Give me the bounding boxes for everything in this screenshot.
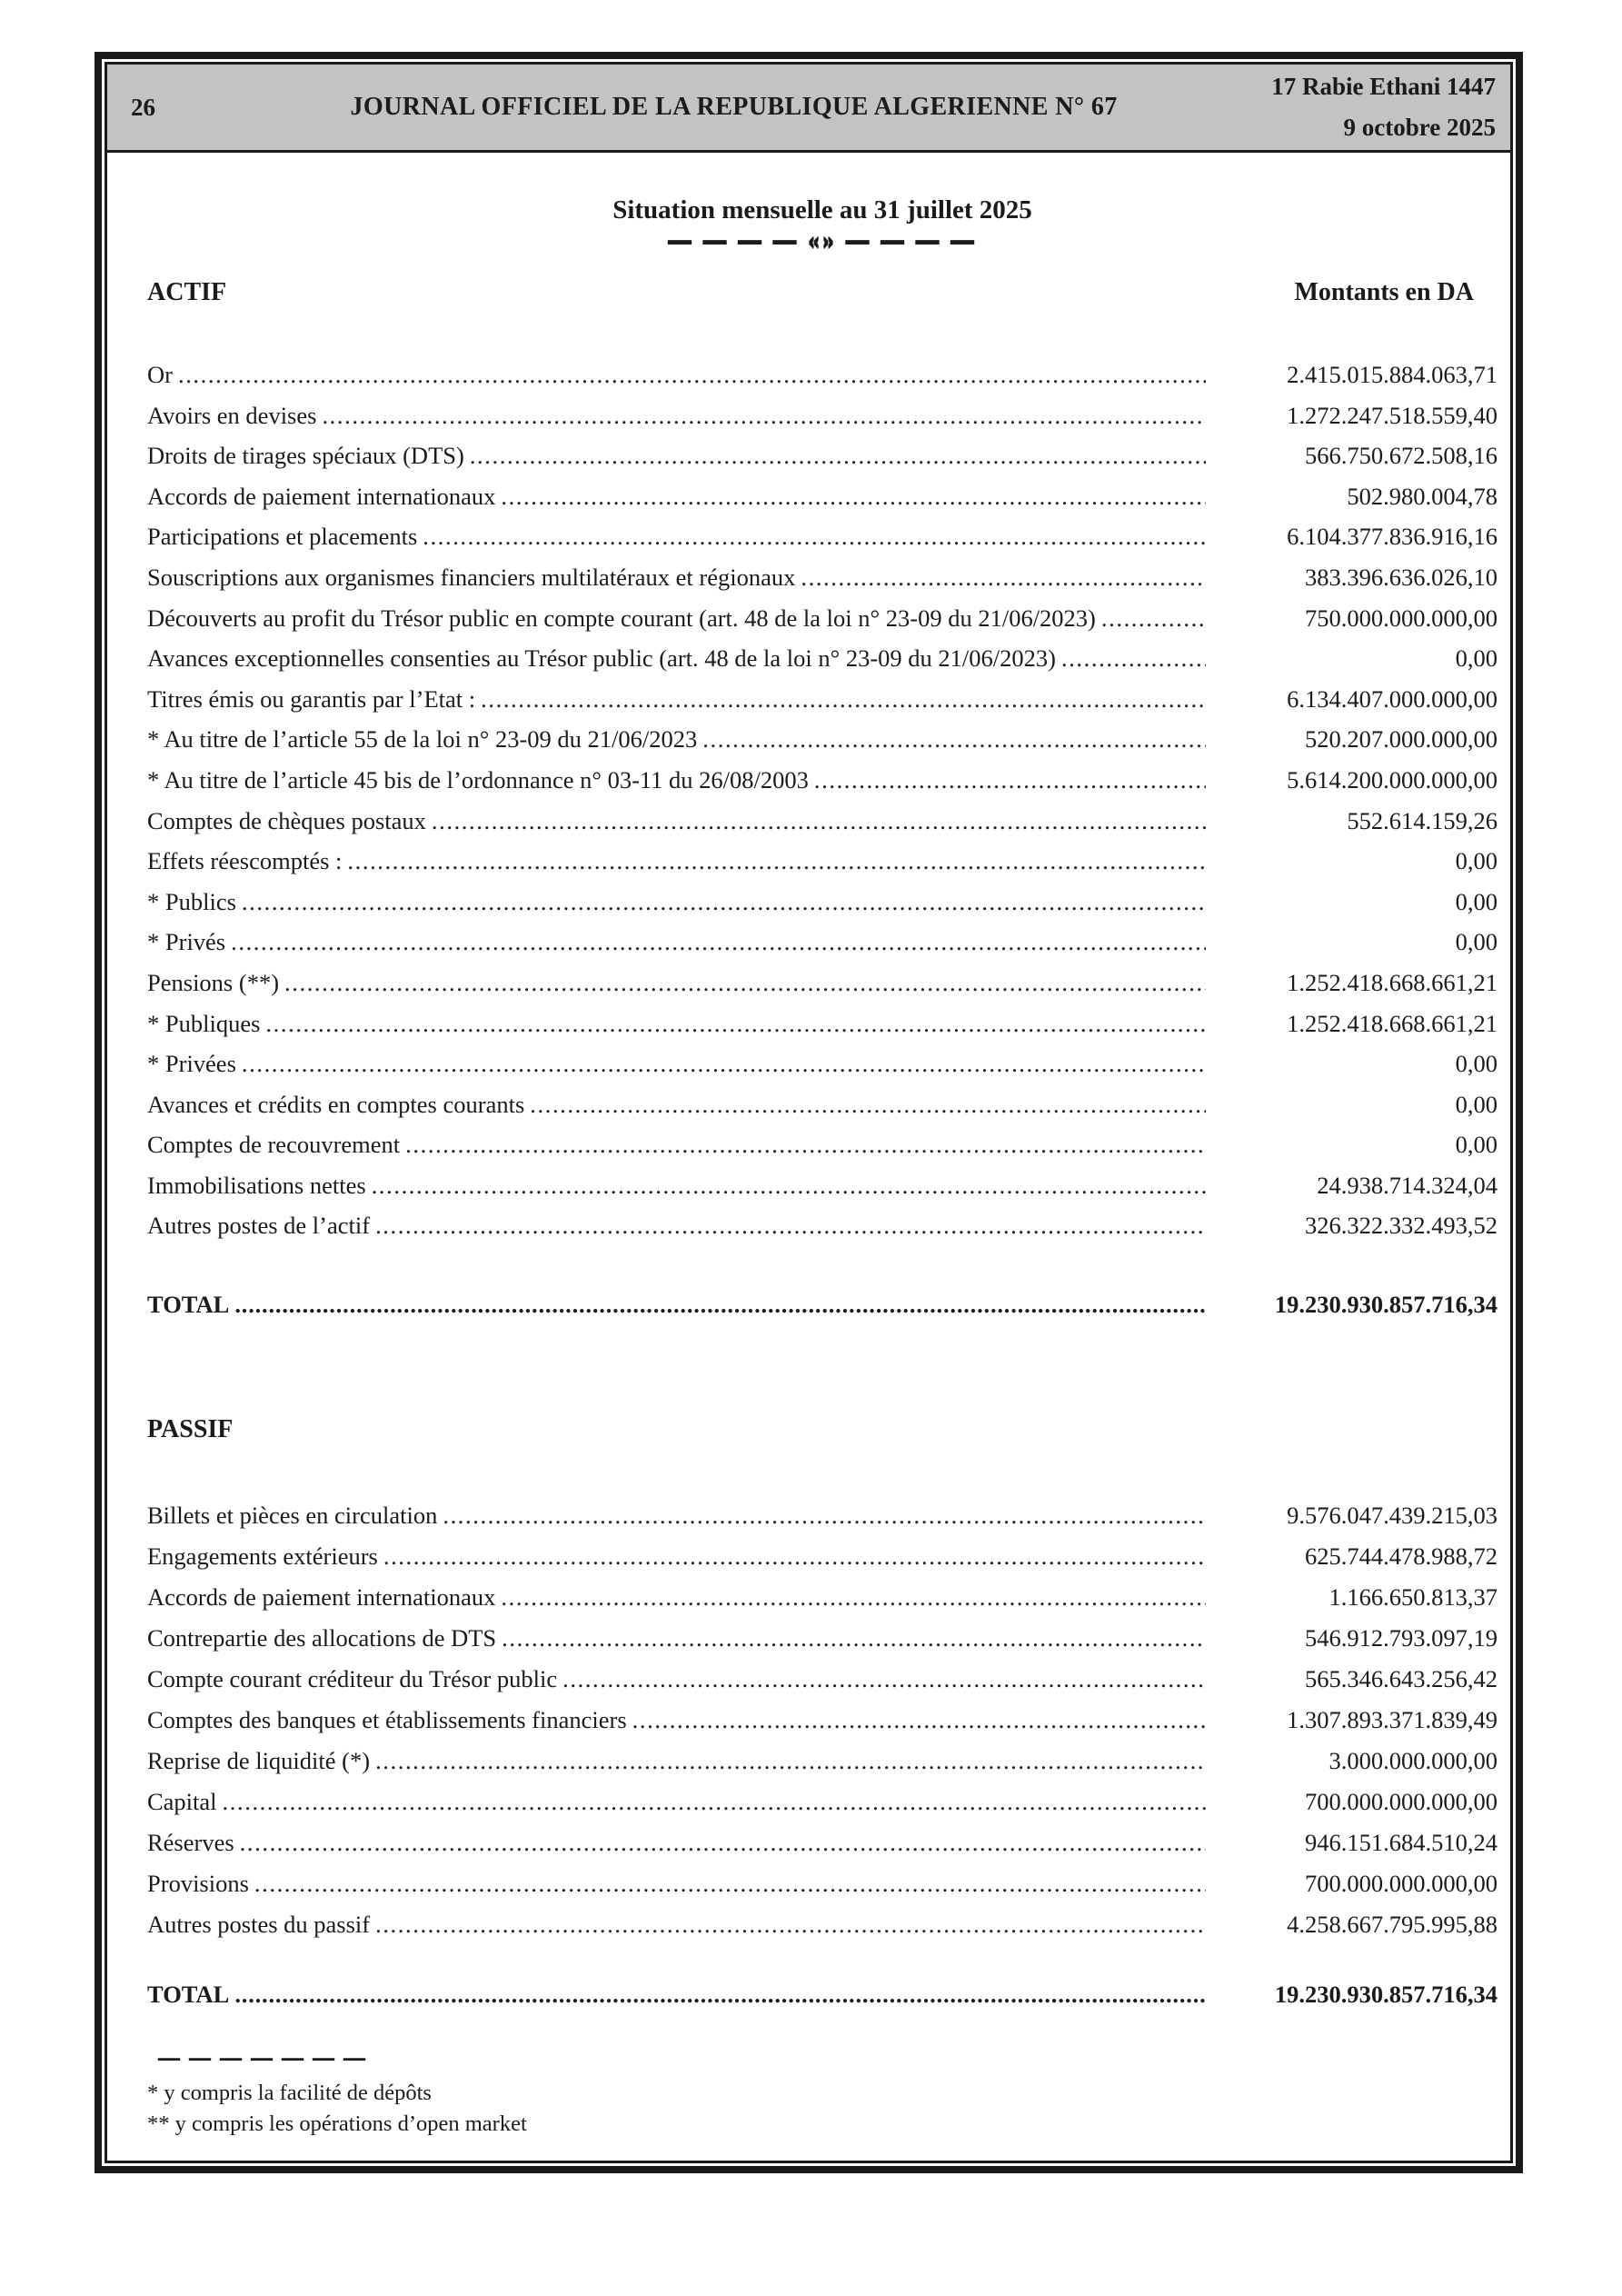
row-label-cell [147, 1700, 1206, 1741]
total-amount: 19.230.930.857.716,34 [1274, 1981, 1498, 2009]
row-label-cell [147, 719, 1206, 760]
row-label-cell [147, 516, 1206, 557]
row-label-cell [147, 1904, 1206, 1945]
journal-dates [1271, 66, 1496, 148]
row-label-cell [147, 882, 1206, 923]
leader-dots [814, 760, 1206, 801]
row-label-cell [147, 1822, 1206, 1863]
row-label: * Au titre de l’article 45 bis de l’ordonnance n° 03-11 du 26/08/2003 [147, 765, 809, 794]
row-amount: 0,00 [1455, 644, 1498, 673]
table-row [147, 435, 1498, 476]
leader-dots [234, 1974, 1206, 2014]
row-amount: 546.912.793.097,19 [1305, 1624, 1498, 1652]
leader-dots [234, 1284, 1206, 1324]
row-label: Accords de paiement internationaux [147, 482, 496, 510]
leader-dots [383, 1536, 1206, 1577]
table-row [147, 882, 1498, 923]
table-row [147, 516, 1498, 557]
journal-title: JOURNAL OFFICIEL DE LA REPUBLIQUE ALGERIENNE N° 67 [350, 93, 1118, 121]
row-label-cell [147, 1618, 1206, 1659]
row-label: Comptes des banques et établissements financiers [147, 1706, 627, 1734]
date-gregorian: 9 octobre 2025 [1343, 114, 1496, 141]
row-label-cell [147, 1165, 1206, 1206]
actif-section-head [147, 278, 1498, 307]
row-amount: 2.415.015.884.063,71 [1287, 361, 1498, 388]
footnote-line: * y compris la facilité de dépôts [147, 2081, 432, 2106]
row-label: Participations et placements [147, 523, 418, 551]
row-amount: 5.614.200.000.000,00 [1287, 765, 1498, 794]
table-row [147, 801, 1498, 842]
row-amount: 0,00 [1455, 928, 1498, 956]
row-label: Provisions [147, 1870, 249, 1898]
row-amount: 0,00 [1455, 1090, 1498, 1118]
leader-dots [481, 679, 1206, 720]
row-label: Billets et pièces en circulation [147, 1502, 438, 1530]
row-label: Avances exceptionnelles consenties au Trésor public (art. 48 de la loi n° 23-09 du 21/06/2023) [147, 644, 1056, 673]
row-amount: 0,00 [1455, 887, 1498, 915]
table-row [147, 719, 1498, 760]
row-label-cell [147, 1536, 1206, 1577]
page-frame [104, 62, 1513, 2163]
row-amount: 1.252.418.668.661,21 [1287, 1009, 1498, 1037]
table-row [147, 1863, 1498, 1904]
row-amount: 502.980.004,78 [1347, 482, 1498, 510]
leader-dots [502, 1618, 1206, 1659]
row-label-cell [147, 1205, 1206, 1246]
leader-dots [284, 963, 1206, 1003]
passif-heading: PASSIF [147, 1415, 234, 1444]
leader-dots [443, 1495, 1206, 1536]
leader-dots [530, 1084, 1206, 1125]
leader-dots [242, 1043, 1206, 1084]
row-amount: 700.000.000.000,00 [1305, 1870, 1498, 1898]
row-label-cell [147, 395, 1206, 436]
row-amount: 565.346.643.256,42 [1305, 1665, 1498, 1693]
row-label: Autres postes du passif [147, 1911, 371, 1939]
row-label-cell [147, 557, 1206, 598]
row-label: Or [147, 361, 173, 388]
row-label: * Publics [147, 887, 236, 915]
passif-total-row [147, 1974, 1498, 2014]
table-row [147, 476, 1498, 517]
actif-rows [147, 354, 1498, 1246]
table-row [147, 1700, 1498, 1741]
row-label: Autres postes de l’actif [147, 1212, 371, 1240]
leader-dots [702, 719, 1206, 760]
leader-dots [322, 395, 1206, 436]
row-label: Avances et crédits en comptes courants [147, 1090, 525, 1118]
table-row [147, 557, 1498, 598]
table-row [147, 679, 1498, 720]
leader-dots [178, 354, 1206, 395]
table-row [147, 1495, 1498, 1536]
row-amount: 383.396.636.026,10 [1305, 563, 1498, 591]
row-amount: 700.000.000.000,00 [1305, 1788, 1498, 1816]
row-label: * Privés [147, 928, 226, 956]
total-amount: 19.230.930.857.716,34 [1274, 1291, 1498, 1319]
table-row [147, 922, 1498, 963]
table-row [147, 1741, 1498, 1782]
page-number: 26 [131, 93, 155, 121]
row-label-cell [147, 679, 1206, 720]
row-label: Capital [147, 1788, 217, 1816]
passif-rows [147, 1495, 1498, 1945]
row-label-cell [147, 922, 1206, 963]
table-row [147, 598, 1498, 639]
row-amount: 326.322.332.493,52 [1305, 1212, 1498, 1240]
row-label: Accords de paiement internationaux [147, 1583, 496, 1612]
row-label: Immobilisations nettes [147, 1171, 366, 1199]
row-amount: 0,00 [1455, 847, 1498, 875]
leader-dots [375, 1205, 1206, 1246]
table-row [147, 1904, 1498, 1945]
leader-dots [265, 1003, 1206, 1044]
total-label: TOTAL [147, 1291, 230, 1319]
row-label: Contrepartie des allocations de DTS [147, 1624, 497, 1652]
row-amount: 0,00 [1455, 1131, 1498, 1159]
actif-heading: ACTIF [147, 278, 227, 306]
leader-dots [372, 1165, 1206, 1206]
row-amount: 1.272.247.518.559,40 [1287, 401, 1498, 429]
row-label-cell [147, 435, 1206, 476]
leader-dots [562, 1659, 1206, 1700]
row-label-cell [147, 1124, 1206, 1165]
row-label-cell [147, 1084, 1206, 1125]
row-label-cell [147, 1974, 1206, 2014]
leader-dots [240, 1822, 1206, 1863]
row-amount: 750.000.000.000,00 [1305, 604, 1498, 632]
row-label-cell [147, 1659, 1206, 1700]
leader-dots [1061, 638, 1206, 679]
leader-dots [254, 1863, 1206, 1904]
row-label-cell [147, 476, 1206, 517]
leader-dots [231, 922, 1206, 963]
row-label: Reprise de liquidité (*) [147, 1747, 371, 1775]
row-label-cell [147, 1863, 1206, 1904]
row-label: Effets réescomptés : [147, 847, 343, 875]
table-row [147, 1124, 1498, 1165]
row-label-cell [147, 760, 1206, 801]
row-label: Comptes de recouvrement [147, 1131, 401, 1159]
row-label: Pensions (**) [147, 968, 280, 996]
table-row [147, 1165, 1498, 1206]
leader-dots [242, 882, 1206, 923]
leader-dots [432, 801, 1206, 842]
row-label-cell [147, 1495, 1206, 1536]
amounts-header: Montants en DA [1294, 278, 1474, 306]
footnote-rule: — — — — — — — [158, 2046, 367, 2071]
journal-header-bar [107, 65, 1510, 153]
row-amount: 1.166.650.813,37 [1328, 1583, 1498, 1612]
row-label: Compte courant créditeur du Trésor public [147, 1665, 558, 1693]
row-amount: 520.207.000.000,00 [1305, 725, 1498, 754]
row-amount: 6.134.407.000.000,00 [1287, 684, 1498, 713]
row-amount: 566.750.672.508,16 [1305, 442, 1498, 470]
row-amount: 1.307.893.371.839,49 [1287, 1706, 1498, 1734]
row-label: Titres émis ou garantis par l’Etat : [147, 684, 476, 713]
date-hijri: 17 Rabie Ethani 1447 [1271, 73, 1496, 100]
table-row [147, 638, 1498, 679]
table-row [147, 963, 1498, 1003]
row-amount: 552.614.159,26 [1347, 806, 1498, 834]
footnote-line: ** y compris les opérations d’open market [147, 2111, 527, 2137]
table-row [147, 354, 1498, 395]
table-row [147, 1577, 1498, 1618]
leader-dots [470, 435, 1206, 476]
leader-dots [405, 1124, 1206, 1165]
row-label: Avoirs en devises [147, 401, 317, 429]
leader-dots [501, 1577, 1206, 1618]
page-content [107, 195, 1510, 2140]
leader-dots [632, 1700, 1206, 1741]
row-label-cell [147, 963, 1206, 1003]
row-label-cell [147, 1782, 1206, 1822]
row-label-cell [147, 1741, 1206, 1782]
row-amount: 3.000.000.000,00 [1328, 1747, 1498, 1775]
row-label-cell [147, 801, 1206, 842]
table-row [147, 1043, 1498, 1084]
row-label-cell [147, 841, 1206, 882]
total-label: TOTAL [147, 1981, 230, 2009]
title-ornament: — — — — «» — — — — [668, 227, 977, 254]
row-amount: 4.258.667.795.995,88 [1287, 1911, 1498, 1939]
leader-dots [423, 516, 1206, 557]
row-label: Engagements extérieurs [147, 1542, 378, 1571]
row-label: Découverts au profit du Trésor public en compte courant (art. 48 de la loi n° 23-09 du 21/06/2023) [147, 604, 1096, 632]
row-amount: 625.744.478.988,72 [1305, 1542, 1498, 1571]
leader-dots [501, 476, 1206, 517]
table-row [147, 760, 1498, 801]
table-row [147, 395, 1498, 436]
row-label: Souscriptions aux organismes financiers multilatéraux et régionaux [147, 563, 796, 591]
row-amount: 946.151.684.510,24 [1305, 1829, 1498, 1857]
leader-dots [375, 1904, 1206, 1945]
row-label-cell [147, 1043, 1206, 1084]
row-label: Droits de tirages spéciaux (DTS) [147, 442, 464, 470]
table-row [147, 1205, 1498, 1246]
row-label-cell [147, 354, 1206, 395]
table-row [147, 1536, 1498, 1577]
table-row [147, 1782, 1498, 1822]
row-label-cell [147, 1577, 1206, 1618]
table-row [147, 1003, 1498, 1044]
table-row [147, 1822, 1498, 1863]
row-amount: 6.104.377.836.916,16 [1287, 523, 1498, 551]
row-label-cell [147, 638, 1206, 679]
leader-dots [223, 1782, 1206, 1822]
leader-dots [347, 841, 1206, 882]
table-row [147, 1659, 1498, 1700]
row-amount: 9.576.047.439.215,03 [1287, 1502, 1498, 1530]
row-label: * Privées [147, 1050, 236, 1078]
row-label-cell [147, 1284, 1206, 1324]
leader-dots [375, 1741, 1206, 1782]
row-amount: 24.938.714.324,04 [1317, 1171, 1498, 1199]
row-amount: 1.252.418.668.661,21 [1287, 968, 1498, 996]
leader-dots [1101, 598, 1206, 639]
table-row [147, 841, 1498, 882]
row-label: * Au titre de l’article 55 de la loi n° 23-09 du 21/06/2023 [147, 725, 698, 754]
table-row [147, 1618, 1498, 1659]
row-label: * Publiques [147, 1009, 261, 1037]
row-label-cell [147, 1003, 1206, 1044]
table-row [147, 1084, 1498, 1125]
actif-total-row [147, 1284, 1498, 1324]
row-label: Réserves [147, 1829, 234, 1857]
leader-dots [801, 557, 1206, 598]
row-label-cell [147, 598, 1206, 639]
row-label: Comptes de chèques postaux [147, 806, 426, 834]
document-title: Situation mensuelle au 31 juillet 2025 [612, 195, 1032, 225]
row-amount: 0,00 [1455, 1050, 1498, 1078]
